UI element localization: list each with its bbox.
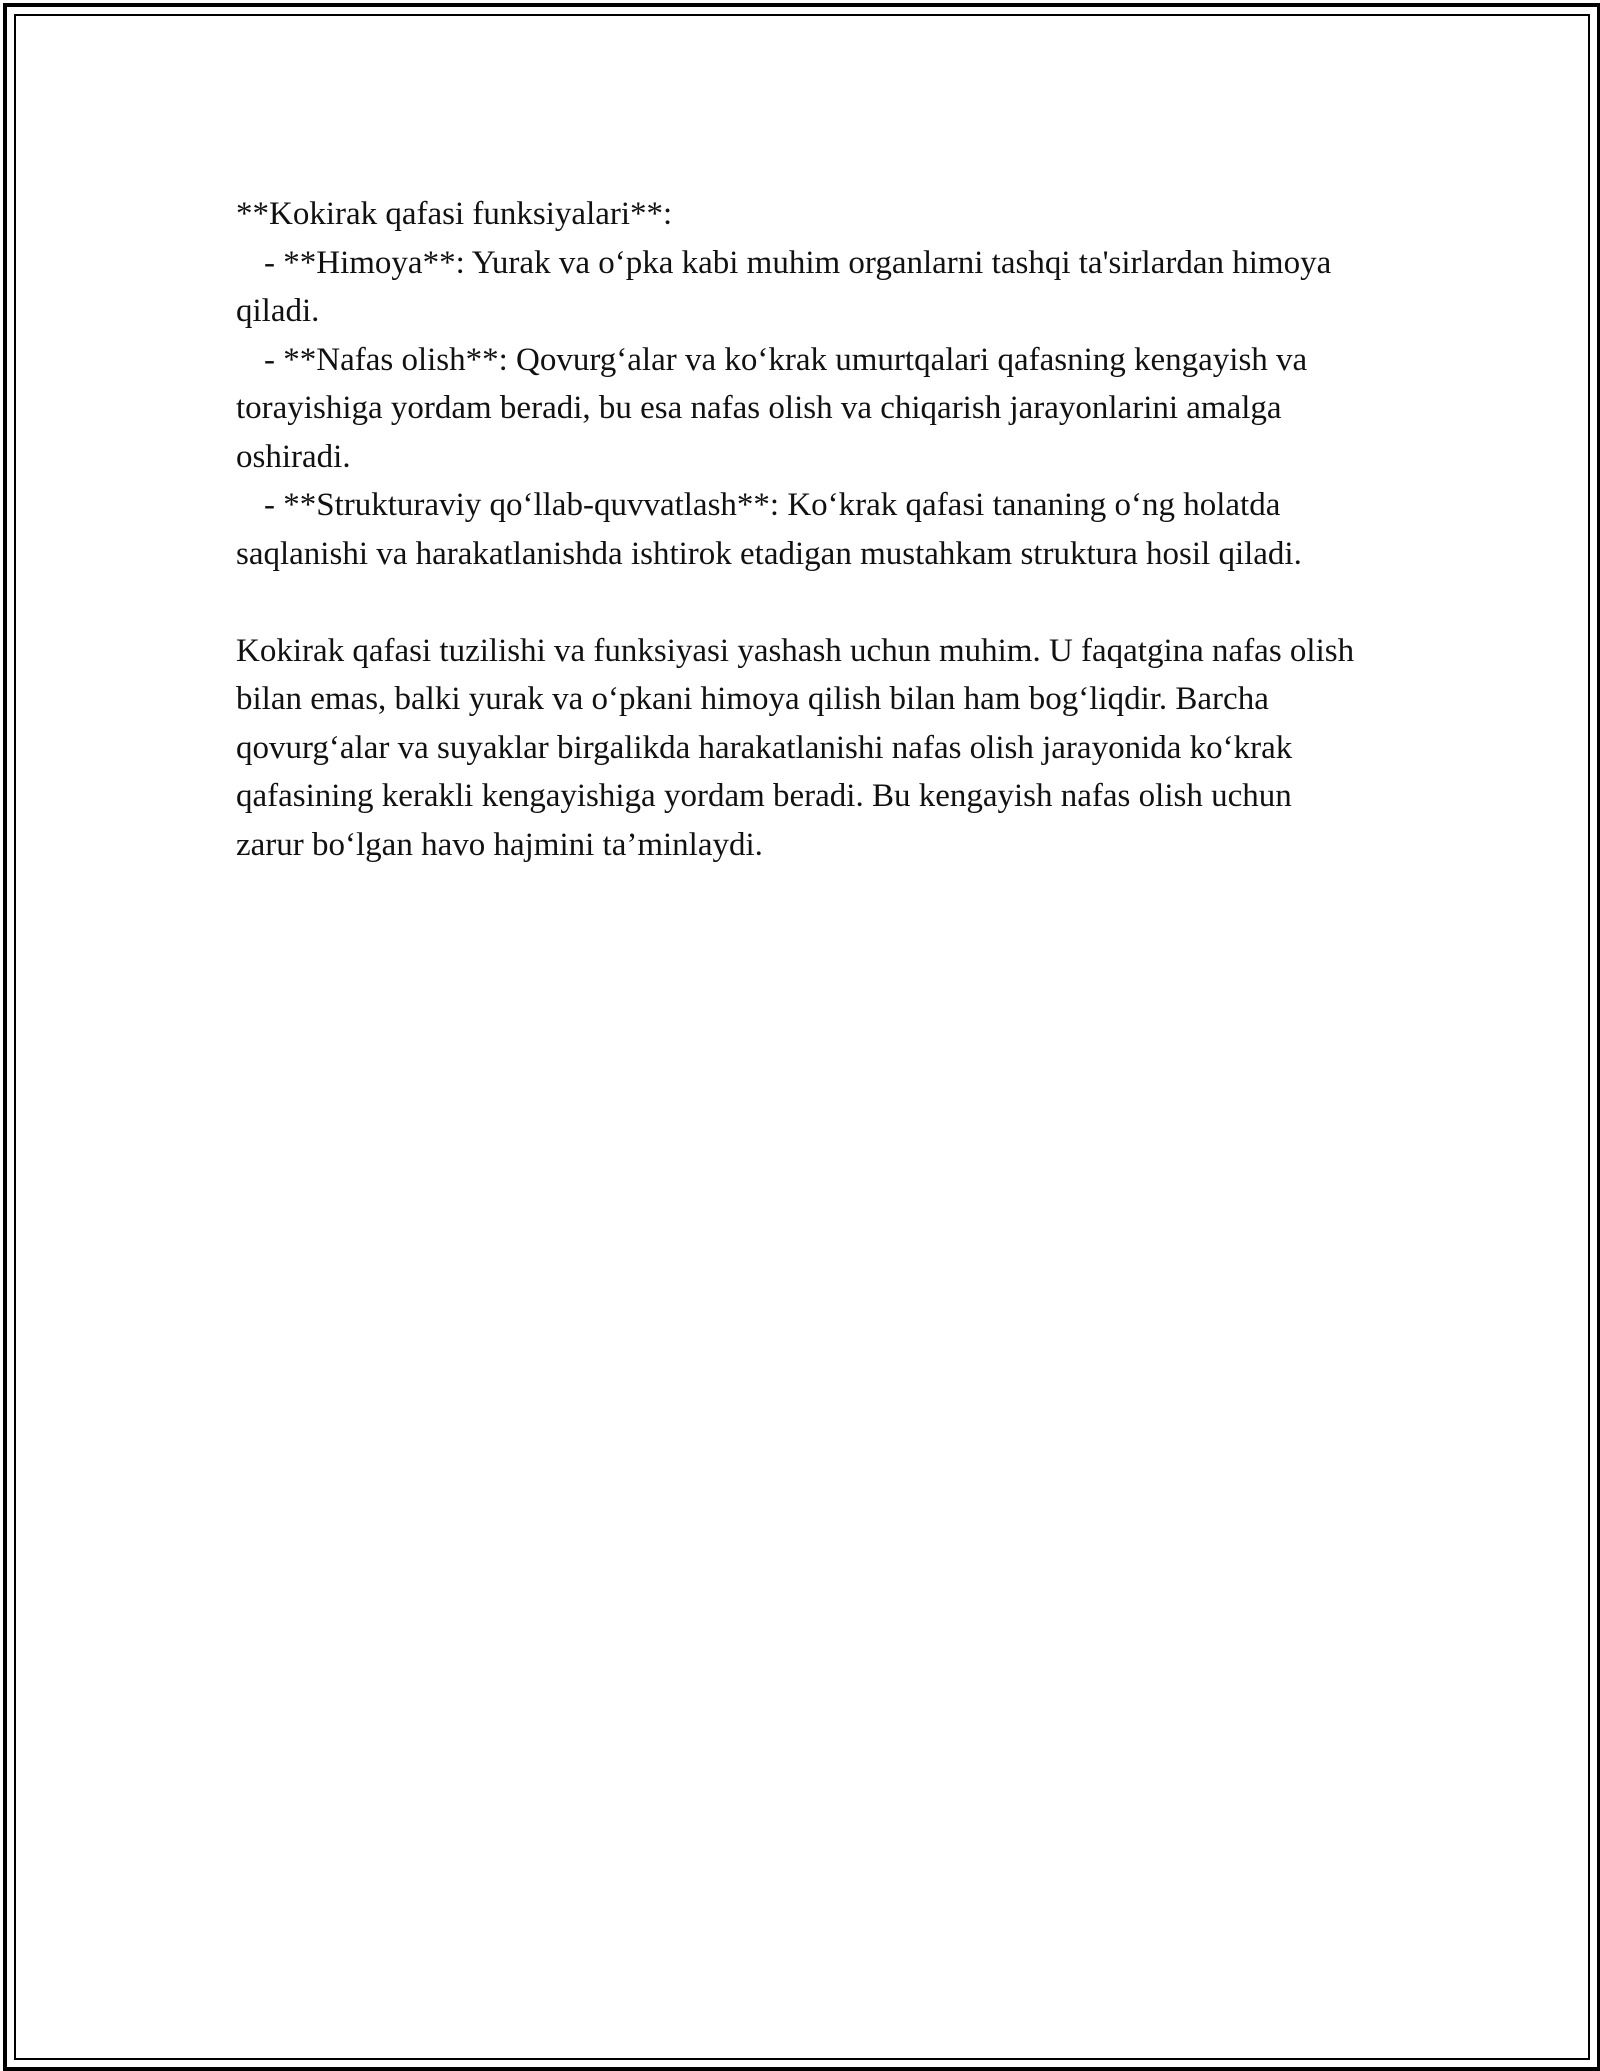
bullet-text: **Strukturaviy qo‘llab-quvvatlash**: Ko‘krak qafasi tananing o‘ng holatda saqlanishi va harakatlanishda ishtirok etadigan mustahkam struktura hosil qiladi. xyxy=(236,487,1302,572)
bullet-text: **Himoya**: Yurak va o‘pka kabi muhim organlarni tashqi ta'sirlardan himoya qiladi. xyxy=(236,244,1332,329)
body-paragraph: Kokirak qafasi tuzilishi va funksiyasi yashash uchun muhim. U faqatgina nafas olish bilan emas, balki yurak va o‘pkani himoya qilish bilan ham bog‘liqdir. Barcha qovurg‘alar va suyaklar birgalikda harakatlanishi nafas olish jarayonida ko‘krak qafasining kerakli kengayishiga yordam beradi. Bu kengayish nafas olish uchun zarur bo‘lgan havo hajmini ta’minlaydi. xyxy=(236,632,1355,863)
paragraph-spacer xyxy=(236,578,1366,627)
bullet-marker: - xyxy=(264,487,284,523)
bullet-marker: - xyxy=(264,341,284,378)
bullet-strukturaviy xyxy=(236,481,1366,578)
section-heading: **Kokirak qafasi funksiyalari**: xyxy=(236,196,673,232)
bullet-himoya xyxy=(236,239,1366,336)
document-body xyxy=(236,190,1366,869)
bullet-nafas-olish xyxy=(236,336,1366,482)
bullet-text: **Nafas olish**: Qovurg‘alar va ko‘krak umurtqalari qafasning kengayish va torayishiga yordam beradi, bu esa nafas olish va chiqarish jarayonlarini amalga oshiradi. xyxy=(236,341,1308,475)
bullet-marker: - xyxy=(264,244,284,281)
